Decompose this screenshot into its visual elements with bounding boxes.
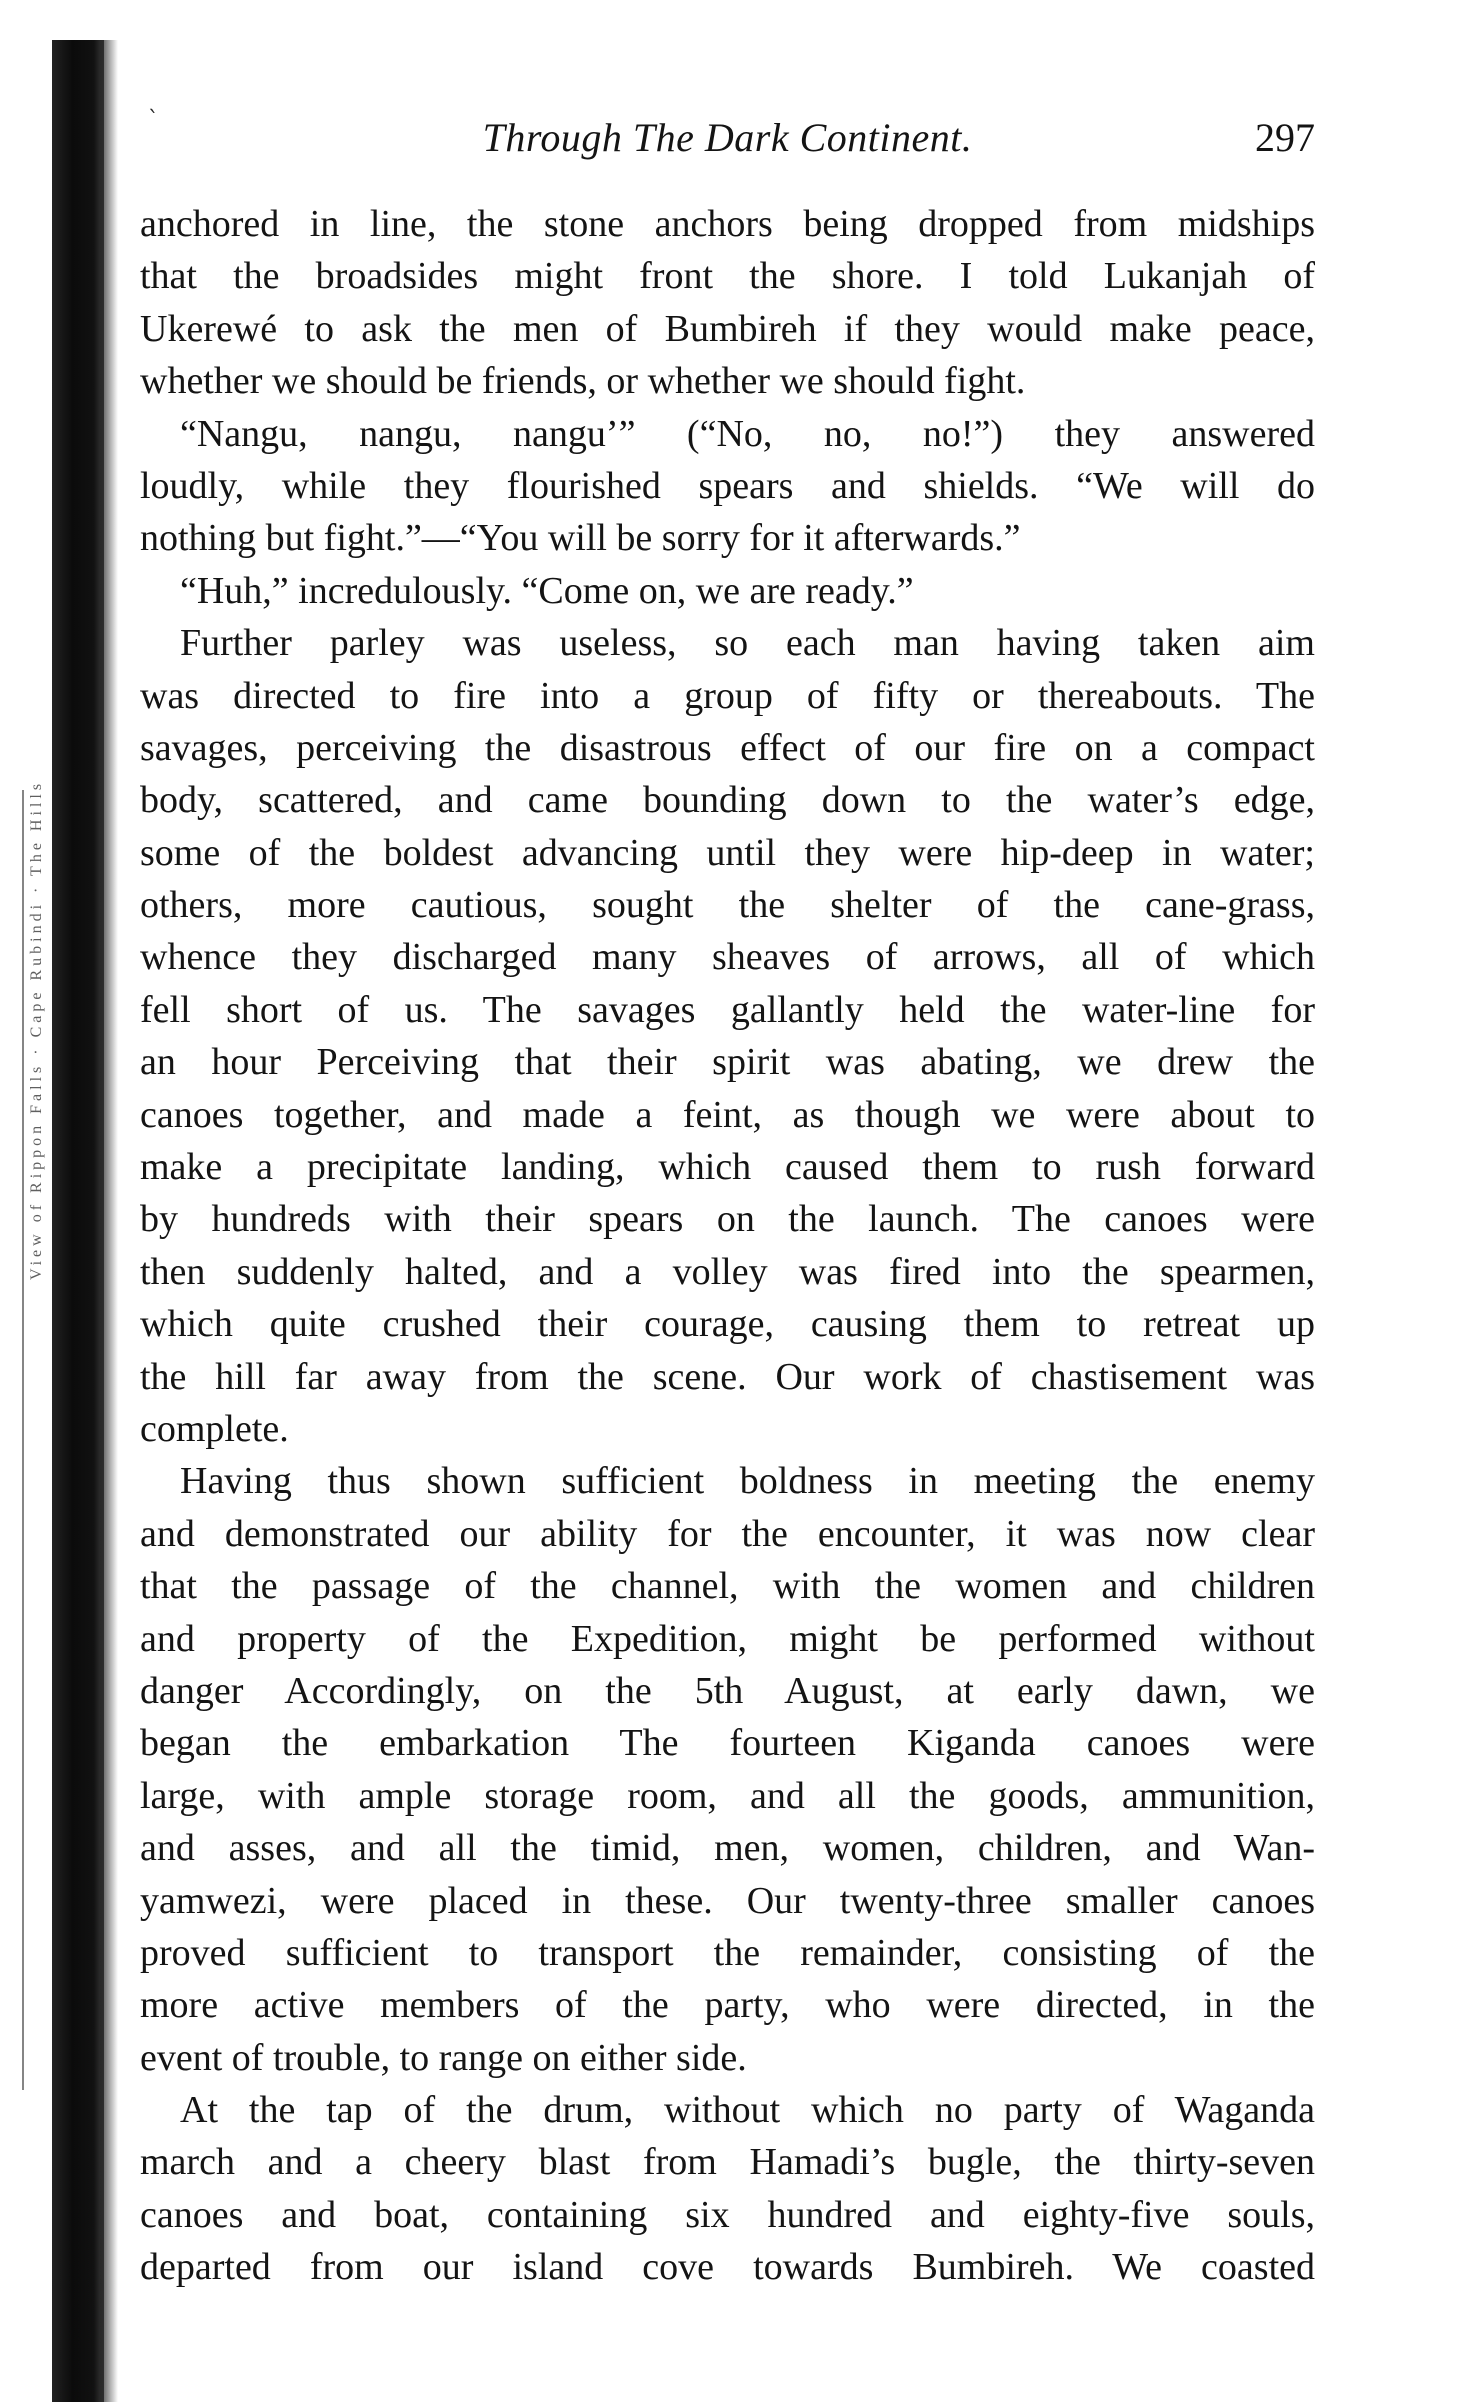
text-line: “Huh,” incredulously. “Come on, we are ready.” — [180, 569, 914, 612]
text-line: others, more cautious, sought the shelter of the cane-grass, — [140, 884, 1315, 927]
text-line: proved sufficient to transport the remainder, consisting of the — [140, 1931, 1315, 1974]
text-line: canoes together, and made a feint, as though we were about to — [140, 1093, 1315, 1136]
spine-rule — [22, 790, 24, 2090]
text-line: and demonstrated our ability for the encounter, it was now clear — [140, 1512, 1315, 1555]
gutter-shadow-fade — [100, 40, 118, 2402]
page-number: 297 — [1255, 115, 1315, 160]
text-line: more active members of the party, who were directed, in the — [140, 1984, 1315, 2027]
text-line: At the tap of the drum, without which no party of Waganda — [180, 2089, 1315, 2132]
spine-text: View of Rippon Falls · Cape Rubindi · The Hills — [28, 779, 45, 1280]
text-line: fell short of us. The savages gallantly held the water-line for — [140, 988, 1315, 1031]
text-line: Having thus shown sufficient boldness in meeting the enemy — [180, 1460, 1315, 1503]
text-line: body, scattered, and came bounding down to the water’s edge, — [140, 779, 1315, 822]
text-line: anchored in line, the stone anchors being dropped from midships — [140, 203, 1315, 245]
header-mark: ` — [148, 108, 159, 133]
text-line: Ukerewé to ask the men of Bumbireh if they would make peace, — [140, 307, 1315, 350]
text-line: Further parley was useless, so each man having taken aim — [180, 622, 1315, 665]
text-line: canoes and boat, containing six hundred and eighty-five souls, — [140, 2193, 1315, 2236]
text-line: march and a cheery blast from Hamadi’s bugle, the thirty-seven — [140, 2141, 1315, 2184]
text-line: an hour Perceiving that their spirit was abating, we drew the — [140, 1041, 1315, 1084]
text-line: savages, perceiving the disastrous effect of our fire on a compact — [140, 726, 1315, 769]
text-line: whether we should be friends, or whether we should fight. — [140, 360, 1026, 403]
text-line: and property of the Expedition, might be performed without — [140, 1617, 1315, 1660]
text-line: nothing but fight.”—“You will be sorry for it afterwards.” — [140, 517, 1021, 560]
text-line: yamwezi, were placed in these. Our twenty-three smaller canoes — [140, 1879, 1315, 1922]
text-line: some of the boldest advancing until they were hip-deep in water; — [140, 831, 1315, 874]
text-line: and asses, and all the timid, men, women, children, and Wan- — [140, 1827, 1315, 1870]
text-line: that the broadsides might front the shore. I told Lukanjah of — [140, 255, 1315, 298]
text-line: event of trouble, to range on either side. — [140, 2036, 747, 2079]
text-line: then suddenly halted, and a volley was fired into the spearmen, — [140, 1250, 1315, 1293]
text-line: that the passage of the channel, with the women and children — [140, 1565, 1315, 1608]
text-line: make a precipitate landing, which caused them to rush forward — [140, 1146, 1315, 1189]
text-line: the hill far away from the scene. Our work of chastisement was — [140, 1355, 1315, 1398]
text-line: began the embarkation The fourteen Kiganda canoes were — [140, 1722, 1315, 1765]
text-line: complete. — [140, 1407, 289, 1450]
body-text — [140, 198, 1315, 2294]
text-line: whence they discharged many sheaves of arrows, all of which — [140, 936, 1315, 979]
page-header — [140, 108, 1315, 164]
text-line: departed from our island cove towards Bumbireh. We coasted — [140, 2246, 1315, 2289]
text-line: was directed to fire into a group of fifty or thereabouts. The — [140, 674, 1315, 717]
text-line: by hundreds with their spears on the launch. The canoes were — [140, 1198, 1315, 1241]
text-line: “Nangu, nangu, nangu’” (“No, no, no!”) they answered — [180, 412, 1315, 455]
text-line: large, with ample storage room, and all the goods, ammunition, — [140, 1774, 1315, 1817]
text-line: danger Accordingly, on the 5th August, at early dawn, we — [140, 1669, 1315, 1712]
running-title: Through The Dark Continent. — [482, 115, 973, 160]
text-line: which quite crushed their courage, causing them to retreat up — [140, 1303, 1315, 1346]
gutter-shadow — [52, 40, 104, 2402]
text-line: loudly, while they flourished spears and shields. “We will do — [140, 464, 1315, 507]
